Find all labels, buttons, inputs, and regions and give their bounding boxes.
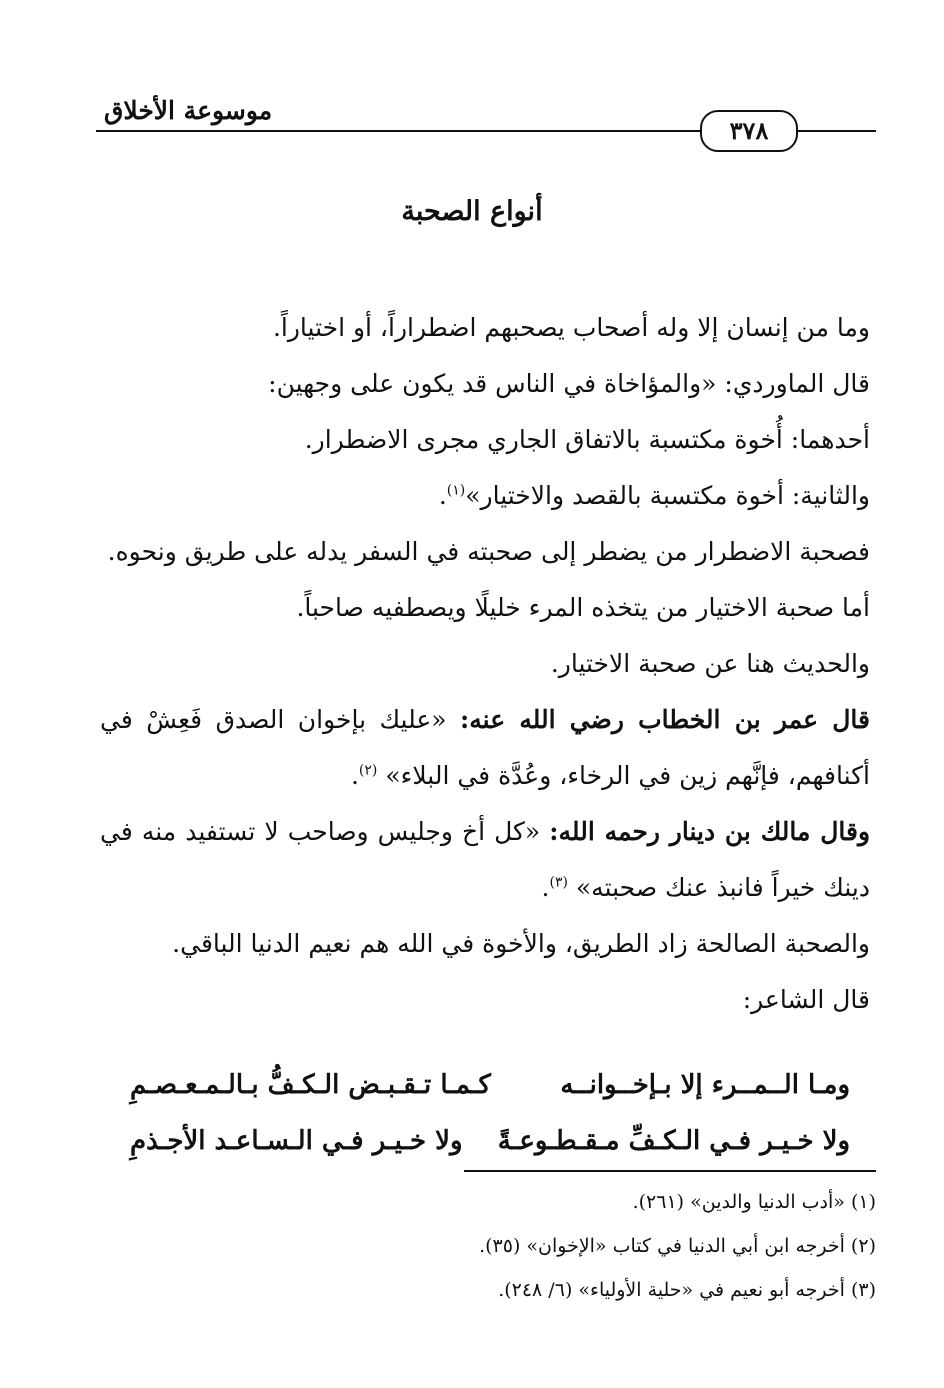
paragraph-3: أحدهما: أُخوة مكتسبة بالاتفاق الجاري مجرى الاضطرار. — [304, 425, 870, 454]
verse-1-second-hemistich: كـمـا تـقـبـض الـكـفُّ بـالـمـعـصـمِ — [130, 1070, 491, 1100]
paragraph-6: أما صحبة الاختيار من يتخذه المرء خليلًا ويصطفيه صاحباً. — [296, 593, 870, 622]
paragraph-5: فصحبة الاضطرار من يضطر إلى صحبته في السفر يدله على طريق ونحوه. — [107, 537, 870, 566]
paragraph-8: قال عمر بن الخطاب رضي الله عنه: «عليك بإخوان الصدق فَعِشْ في أكنافهم، فإنَّهم زين في الرخاء، وعُدَّة في البلاء» $^{(٢)}$. — [100, 705, 870, 790]
paragraph-1: وما من إنسان إلا وله أصحاب يصحبهم اضطراراً، أو اختياراً. — [272, 313, 870, 342]
poem — [130, 1062, 850, 1174]
quote-malik: «كل أخ وجليس وصاحب لا تستفيد منه في دينك خيراً فانبذ عنك صحبته» — [100, 817, 870, 902]
footnotes — [100, 1180, 876, 1312]
quote-attribution-omar: قال عمر بن الخطاب رضي الله عنه: — [460, 705, 870, 734]
footnote-separator — [464, 1170, 876, 1172]
page-number: ٣٧٨ — [700, 110, 798, 152]
footnote-1: (١) «أدب الدنيا والدين» (٢٦١). — [632, 1191, 876, 1213]
footnote-2: (٢) أخرجه ابن أبي الدنيا في كتاب «الإخوان» (٣٥). — [479, 1235, 876, 1257]
book-title: موسوعة الأخلاق — [100, 96, 276, 125]
poem-verse-2 — [130, 1118, 850, 1174]
paragraph-10: والصحبة الصالحة زاد الطريق، والأخوة في الله هم نعيم الدنيا الباقي. — [172, 929, 870, 958]
paragraph-4: والثانية: أخوة مكتسبة بالقصد والاختيار»$^{(١)}$. — [438, 481, 870, 510]
paragraph-4-text: والثانية: أخوة مكتسبة بالقصد والاختيار» — [465, 481, 870, 510]
paragraph-7: والحديث هنا عن صحبة الاختيار. — [550, 649, 870, 678]
page-header — [96, 92, 876, 145]
paragraph-11: قال الشاعر: — [742, 985, 870, 1014]
body-text — [100, 300, 870, 1028]
poem-verse-1 — [130, 1062, 850, 1118]
verse-1-first-hemistich: ومـا الــمــرء إلا بـإخــوانــه — [560, 1070, 850, 1100]
chapter-title: أنواع الصحبة — [401, 196, 543, 227]
paragraph-9: وقال مالك بن دينار رحمه الله: «كل أخ وجليس وصاحب لا تستفيد منه في دينك خيراً فانبذ عنك صحبته» $^{(٣)}$. — [100, 817, 871, 902]
quote-omar: «عليك بإخوان الصدق فَعِشْ في أكنافهم، فإنَّهم زين في الرخاء، وعُدَّة في البلاء» — [100, 705, 870, 790]
footnote-ref-1: (١) — [446, 482, 466, 499]
verse-2-second-hemistich: ولا خـيـر فـي الـسـاعـد الأجـذمِ — [130, 1126, 463, 1156]
footnote-ref-2: (٢) — [358, 762, 378, 779]
footnote-ref-3: (٣) — [549, 874, 568, 891]
verse-2-first-hemistich: ولا خـيـر فـي الـكـفِّ مـقـطـوعـةً — [497, 1126, 850, 1156]
footnote-3: (٣) أخرجه أبو نعيم في «حلية الأولياء» (٦/ ٢٤٨). — [498, 1279, 876, 1301]
paragraph-2: قال الماوردي: «والمؤاخاة في الناس قد يكون على وجهين: — [268, 369, 870, 398]
quote-attribution-malik: وقال مالك بن دينار رحمه الله: — [549, 817, 871, 846]
